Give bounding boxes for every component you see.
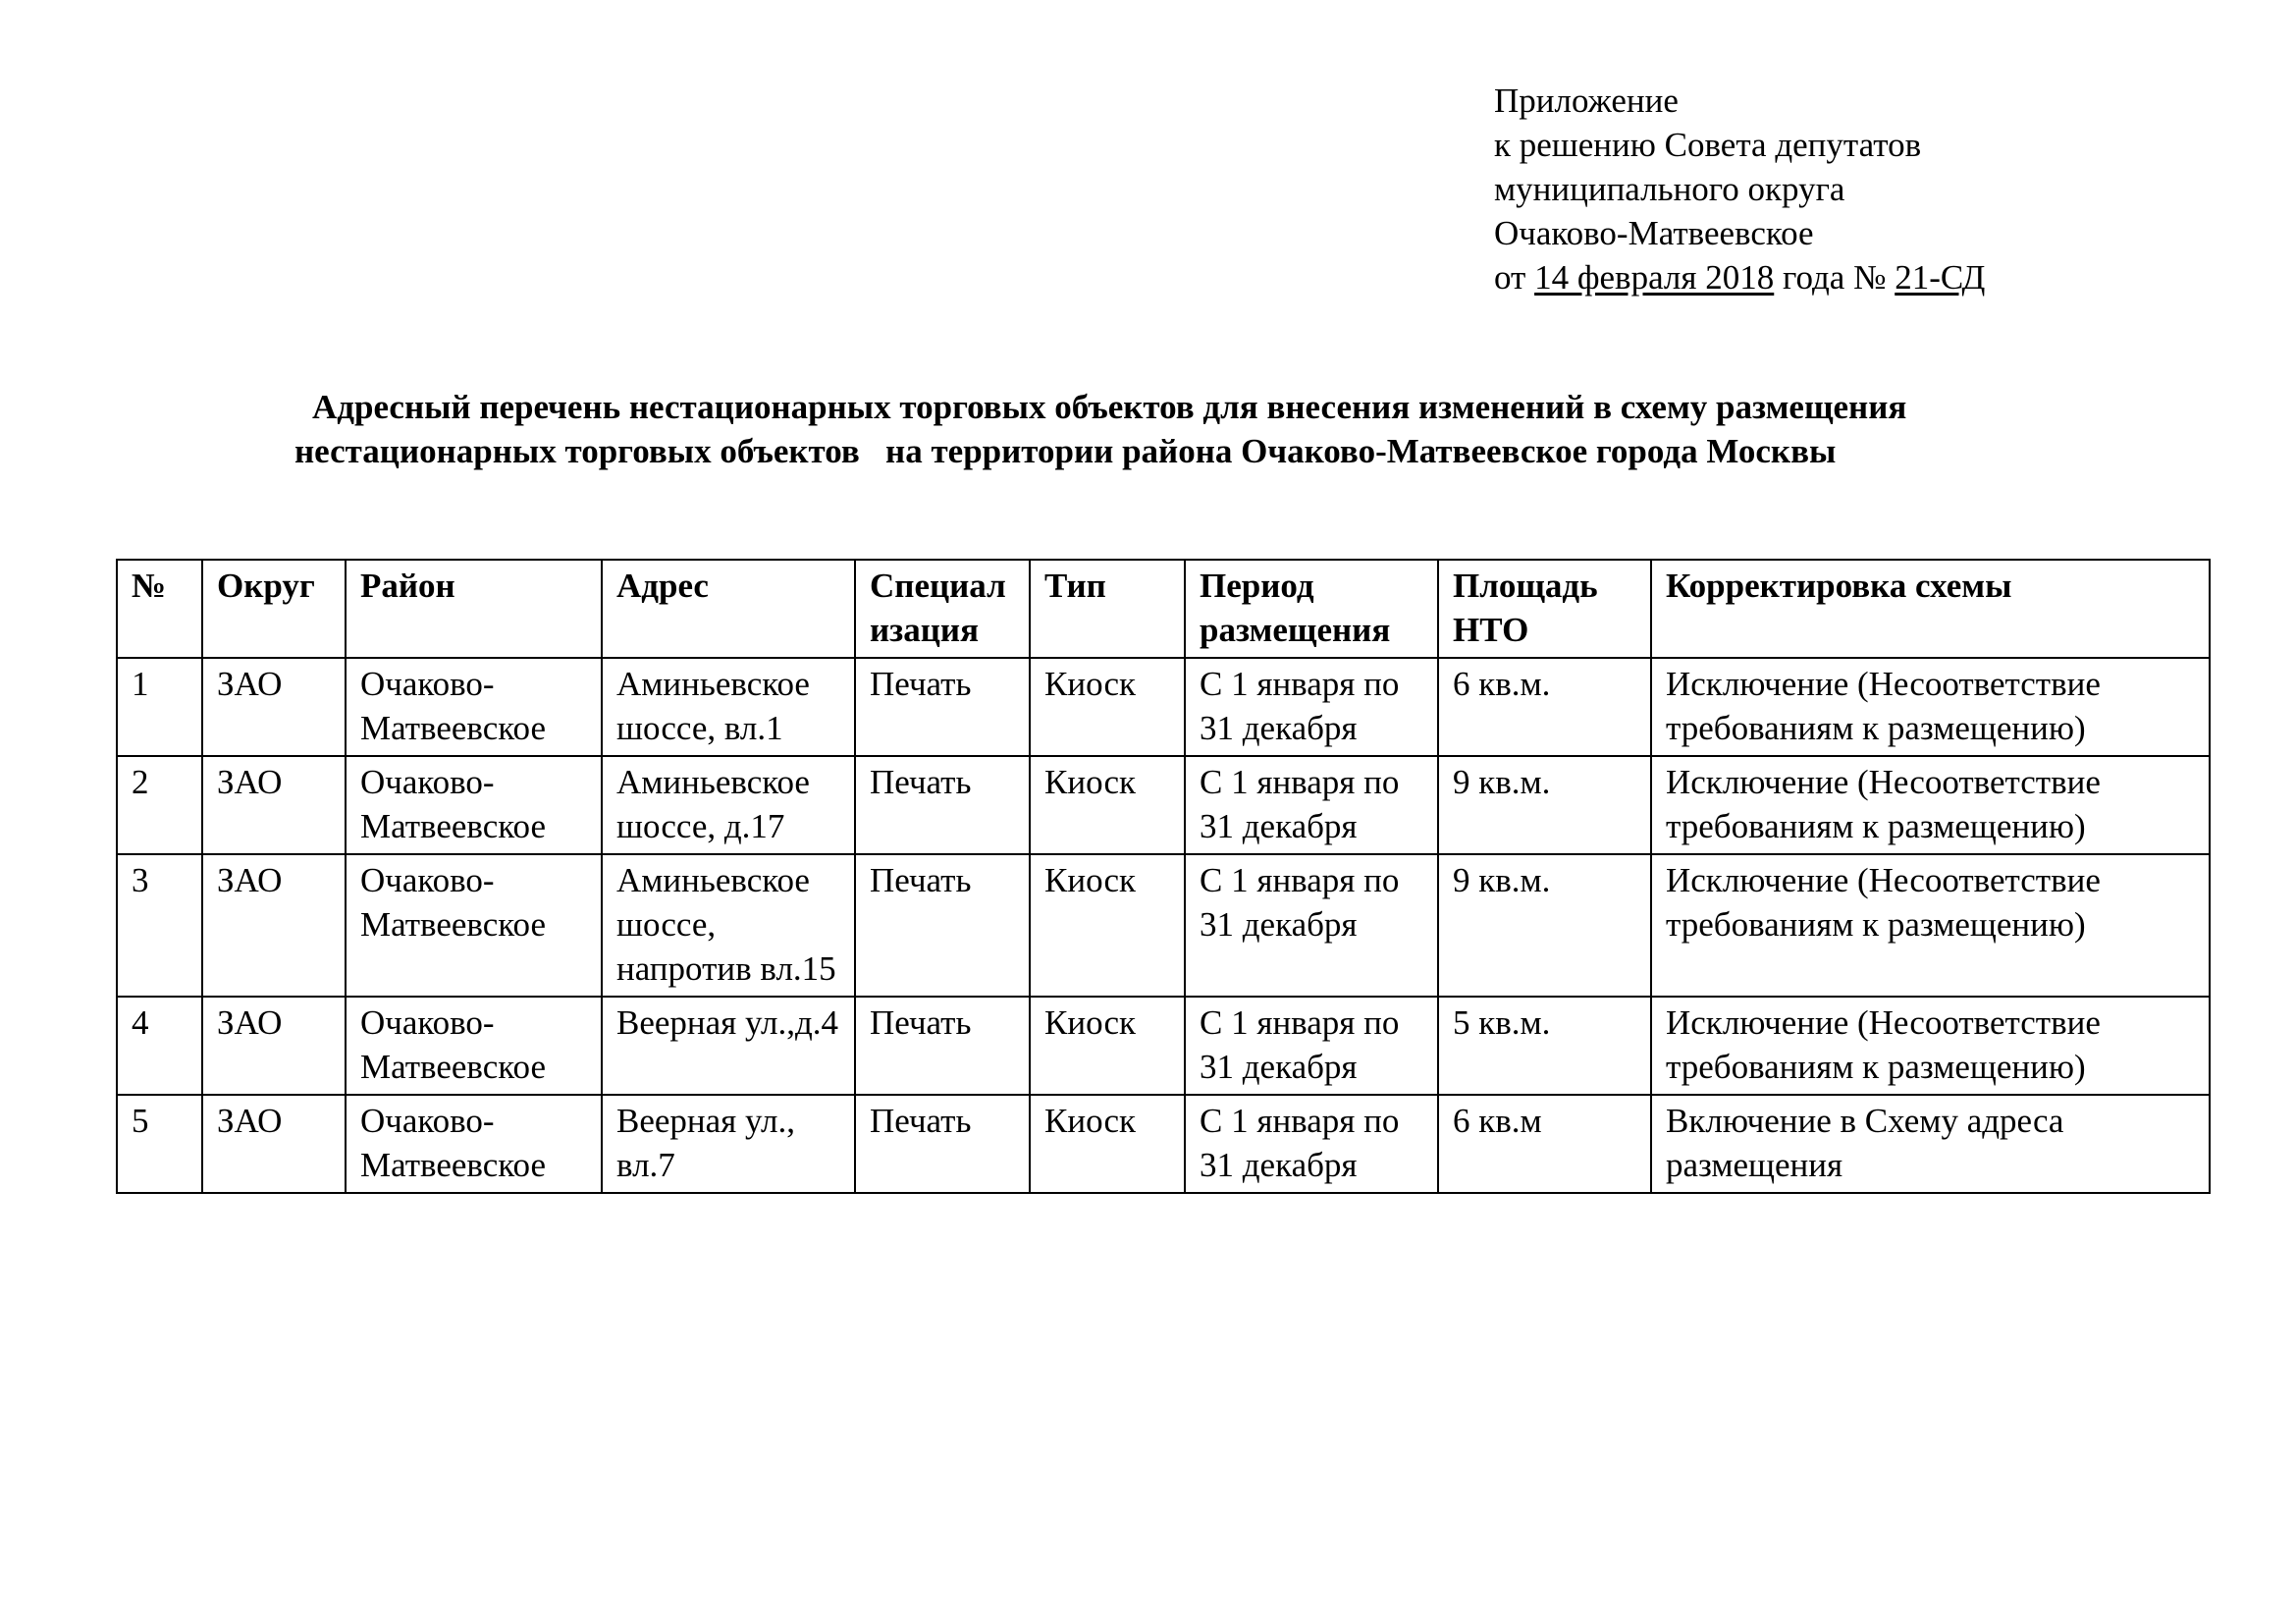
cell-rayon: Очаково-Матвеевское [346, 854, 602, 997]
cell-area: 9 кв.м. [1438, 756, 1651, 854]
table-row [117, 658, 2210, 756]
cell-type: Киоск [1030, 658, 1185, 756]
header-spec: Специализация [855, 560, 1030, 658]
table-row [117, 756, 2210, 854]
document-title [196, 385, 2091, 473]
cell-type: Киоск [1030, 854, 1185, 997]
appendix-block [1494, 79, 1985, 299]
date-mid: года № [1774, 258, 1896, 297]
cell-area: 5 кв.м. [1438, 997, 1651, 1095]
cell-period: С 1 января по 31 декабря [1185, 1095, 1438, 1193]
cell-num: 3 [117, 854, 202, 997]
cell-spec: Печать [855, 756, 1030, 854]
header-period: Период размещения [1185, 560, 1438, 658]
cell-rayon: Очаково-Матвеевское [346, 1095, 602, 1193]
cell-area: 6 кв.м. [1438, 658, 1651, 756]
cell-spec: Печать [855, 997, 1030, 1095]
cell-period: С 1 января по 31 декабря [1185, 997, 1438, 1095]
cell-address: Аминьевское шоссе, напротив вл.15 [602, 854, 855, 997]
cell-address: Аминьевское шоссе, д.17 [602, 756, 855, 854]
cell-spec: Печать [855, 658, 1030, 756]
cell-spec: Печать [855, 1095, 1030, 1193]
appendix-date-line [1494, 255, 1985, 299]
header-area: Площадь НТО [1438, 560, 1651, 658]
header-okrug: Округ [202, 560, 346, 658]
cell-type: Киоск [1030, 1095, 1185, 1193]
cell-okrug: ЗАО [202, 1095, 346, 1193]
cell-address: Веерная ул., вл.7 [602, 1095, 855, 1193]
table-row [117, 1095, 2210, 1193]
cell-rayon: Очаково-Матвеевское [346, 756, 602, 854]
header-type: Тип [1030, 560, 1185, 658]
cell-rayon: Очаково-Матвеевское [346, 658, 602, 756]
cell-okrug: ЗАО [202, 756, 346, 854]
decision-number: 21-СД [1895, 258, 1986, 297]
cell-rayon: Очаково-Матвеевское [346, 997, 602, 1095]
cell-okrug: ЗАО [202, 997, 346, 1095]
cell-spec: Печать [855, 854, 1030, 997]
table-row [117, 854, 2210, 997]
table-row [117, 997, 2210, 1095]
objects-table [116, 559, 2211, 1194]
cell-period: С 1 января по 31 декабря [1185, 756, 1438, 854]
header-rayon: Район [346, 560, 602, 658]
cell-correction: Включение в Схему адреса размещения [1651, 1095, 2210, 1193]
cell-area: 6 кв.м [1438, 1095, 1651, 1193]
cell-correction: Исключение (Несоответствие требованиям к размещению) [1651, 756, 2210, 854]
cell-correction: Исключение (Несоответствие требованиям к размещению) [1651, 854, 2210, 997]
cell-address: Аминьевское шоссе, вл.1 [602, 658, 855, 756]
title-line: нестационарных торговых объектов на территории района Очаково-Матвеевское города Москвы [294, 432, 1837, 470]
appendix-line: Очаково-Матвеевское [1494, 214, 1814, 252]
cell-okrug: ЗАО [202, 658, 346, 756]
cell-period: С 1 января по 31 декабря [1185, 658, 1438, 756]
header-address: Адрес [602, 560, 855, 658]
appendix-line: муниципального округа [1494, 170, 1845, 208]
decision-date: 14 февраля 2018 [1534, 258, 1775, 297]
cell-num: 2 [117, 756, 202, 854]
cell-correction: Исключение (Несоответствие требованиям к размещению) [1651, 658, 2210, 756]
appendix-line: Приложение [1494, 81, 1679, 120]
cell-area: 9 кв.м. [1438, 854, 1651, 997]
cell-num: 5 [117, 1095, 202, 1193]
cell-correction: Исключение (Несоответствие требованиям к размещению) [1651, 997, 2210, 1095]
header-correction: Корректировка схемы [1651, 560, 2210, 658]
cell-type: Киоск [1030, 997, 1185, 1095]
title-line: Адресный перечень нестационарных торговых объектов для внесения изменений в схему размещения [312, 388, 1907, 426]
cell-address: Веерная ул.,д.4 [602, 997, 855, 1095]
cell-period: С 1 января по 31 декабря [1185, 854, 1438, 997]
table-header-row [117, 560, 2210, 658]
cell-num: 1 [117, 658, 202, 756]
cell-type: Киоск [1030, 756, 1185, 854]
cell-okrug: ЗАО [202, 854, 346, 997]
header-num: № [117, 560, 202, 658]
date-prefix: от [1494, 258, 1535, 297]
appendix-line: к решению Совета депутатов [1494, 126, 1922, 164]
cell-num: 4 [117, 997, 202, 1095]
